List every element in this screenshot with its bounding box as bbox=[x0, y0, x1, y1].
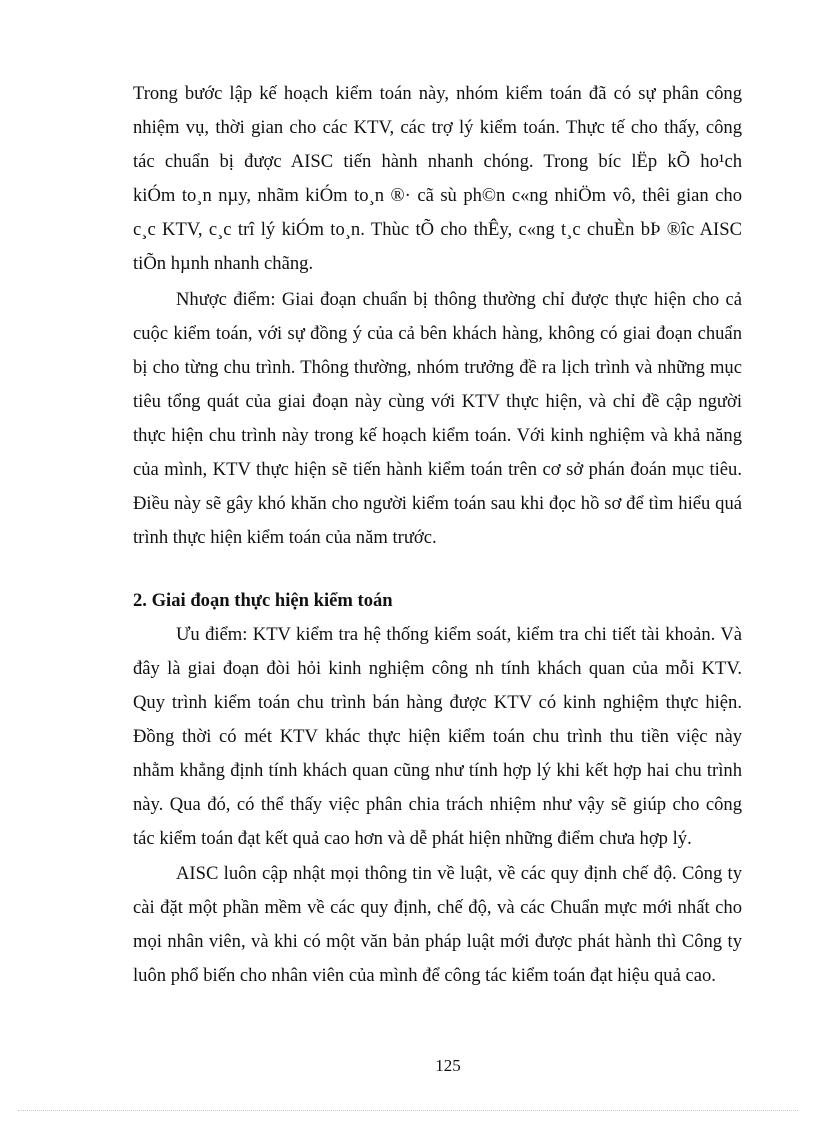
page-bottom-divider bbox=[18, 1110, 798, 1111]
text-line: này. Qua đó, có thể thấy việc phân chia trách nhiệm như vậy sẽ giúp cho công bbox=[133, 794, 742, 815]
text-line: mọi nhân viên, và khi có một văn bản pháp luật mới được phát hành thì Công ty bbox=[133, 931, 742, 952]
text-line: bị cho từng chu trình. Thông thường, nhóm trưởng đề ra lịch trình và những mục bbox=[133, 357, 742, 378]
page-number: 125 bbox=[435, 1056, 461, 1075]
text-line: tiÕn hµnh nhanh chãng. bbox=[133, 253, 314, 274]
text-line: trình thực hiện kiểm toán của năm trước. bbox=[133, 527, 437, 548]
text-line: thực hiện chu trình này trong kế hoạch kiểm toán. Với kinh nghiệm và khả năng bbox=[133, 425, 742, 446]
text-line: cuộc kiểm toán, với sự đồng ý của cả bên khách hàng, không có giai đoạn chuẩn bbox=[133, 323, 742, 344]
text-line: Ưu điểm: KTV kiểm tra hệ thống kiểm soát, kiểm tra chi tiết tài khoản. Và bbox=[176, 624, 742, 645]
text-line: tác kiểm toán đạt kết quả cao hơn và dễ phát hiện những điểm chưa hợp lý. bbox=[133, 828, 692, 849]
text-line: tác chuẩn bị được AISC tiến hành nhanh chóng. Trong bíc lËp kÕ ho¹ch bbox=[133, 151, 742, 172]
text-line: của mình, KTV thực hiện sẽ tiến hành kiểm toán trên cơ sở phán đoán mục tiêu. bbox=[133, 459, 742, 480]
text-line: Đồng thời có mét KTV khác thực hiện kiểm toán chu trình thu tiền việc này bbox=[133, 726, 742, 747]
text-line: tiêu tổng quát của giai đoạn này cùng với KTV thực hiện, và chỉ đề cập người bbox=[133, 391, 742, 412]
text-line: Trong bước lập kế hoạch kiểm toán này, nhóm kiểm toán đã có sự phân công bbox=[133, 83, 742, 104]
text-line: Điều này sẽ gây khó khăn cho người kiểm toán sau khi đọc hồ sơ để tìm hiểu quá bbox=[133, 493, 742, 514]
text-line: Quy trình kiểm toán chu trình bán hàng được KTV có kinh nghiệm thực hiện. bbox=[133, 692, 742, 713]
text-line: c¸c KTV, c¸c trî lý kiÓm to¸n. Thùc tÕ cho thÊy, c«ng t¸c chuÈn bÞ ®îc AISC bbox=[133, 219, 742, 240]
text-line: đây là giai đoạn đòi hỏi kinh nghiệm công nh tính khách quan của mỗi KTV. bbox=[133, 658, 742, 679]
text-line: Nhược điểm: Giai đoạn chuẩn bị thông thường chỉ được thực hiện cho cả bbox=[176, 289, 742, 310]
section-heading: 2. Giai đoạn thực hiện kiểm toán bbox=[133, 590, 393, 611]
text-line: luôn phổ biến cho nhân viên của mình để công tác kiểm toán đạt hiệu quả cao. bbox=[133, 965, 716, 986]
text-line: cài đặt một phần mềm về các quy định, chế độ, và các Chuẩn mực mới nhất cho bbox=[133, 897, 742, 918]
text-line: nhiệm vụ, thời gian cho các KTV, các trợ lý kiểm toán. Thực tế cho thấy, công bbox=[133, 117, 742, 138]
text-line: AISC luôn cập nhật mọi thông tin về luật, về các quy định chế độ. Công ty bbox=[176, 863, 742, 884]
text-line: kiÓm to¸n nµy, nhãm kiÓm to¸n ®· cã sù ph©n c«ng nhiÖm vô, thêi gian cho bbox=[133, 185, 742, 206]
text-line: nhằm khẳng định tính khách quan cũng như tính hợp lý khi kết hợp hai chu trình bbox=[133, 760, 742, 781]
